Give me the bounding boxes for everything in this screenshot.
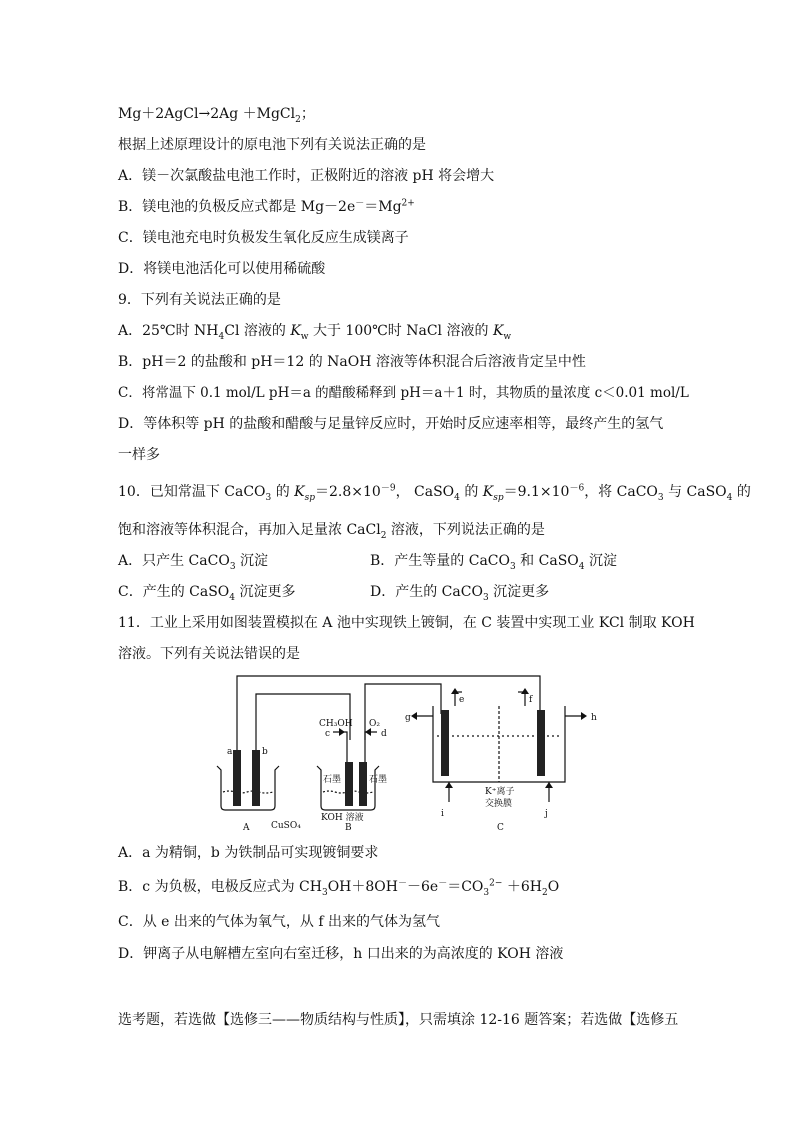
label-cuso4: CuSO₄ (271, 821, 301, 831)
electrolysis-apparatus-diagram (205, 670, 605, 835)
q9-option-a: A．25℃时 $NH_4Cl$ 溶液的 $K_w$ 大于 100℃时 NaCl 溶液的 $K_w$ (118, 323, 512, 342)
label-o2: O₂ (369, 719, 380, 729)
q10-option-b: B．产生等量的 CaCO$_3$ 和 CaSO$_4$ 沉淀 (370, 553, 617, 572)
q10-option-d: D．产生的 CaCO$_3$ 沉淀更多 (370, 584, 550, 603)
q8-question: 根据上述原理设计的原电池下列有关说法正确的是 (118, 137, 426, 153)
label-j: j (545, 809, 548, 819)
q8-option-d: D．将镁电池活化可以使用稀硫酸 (118, 261, 326, 277)
label-membrane-1: K⁺离子 (485, 787, 515, 797)
label-ch3oh: CH₃OH (319, 719, 353, 729)
label-membrane-2: 交换膜 (485, 799, 513, 809)
q9-stem: 9．下列有关说法正确的是 (118, 292, 281, 308)
label-b: b (262, 747, 268, 757)
q11-option-a: A．a 为精铜，b 为铁制品可实现镀铜要求 (118, 845, 379, 861)
q11-stem-line2: 溶液。下列有关说法错误的是 (118, 646, 300, 662)
electrode-b-right (359, 762, 367, 806)
q9-option-b: B．pH＝2 的盐酸和 pH＝12 的 NaOH 溶液等体积混合后溶液肯定呈中性 (118, 354, 586, 370)
label-i: i (441, 809, 444, 819)
label-beaker-a: A (243, 823, 250, 833)
q8-option-a: A．镁－次氯酸盐电池工作时，正极附近的溶液 pH 将会增大 (118, 168, 495, 184)
elective-instruction: 选考题，若选做【选修三——物质结构与性质】，只需填涂 12-16 题答案；若选做【选修五 (118, 1012, 679, 1028)
electrode-b (252, 750, 260, 806)
label-c: c (325, 729, 331, 739)
label-beaker-b: B (345, 823, 352, 833)
tube-c (333, 732, 347, 774)
q11-option-c: C．从 e 出来的气体为氧气，从 f 出来的气体为氢气 (118, 914, 440, 930)
q10-option-c: C．产生的 CaSO$_4$ 沉淀更多 (118, 584, 296, 603)
label-a: a (227, 747, 233, 757)
q10-stem-line2: 饱和溶液等体积混合，再加入足量浓 CaCl$_2$ 溶液，下列说法正确的是 (118, 522, 545, 541)
q11-option-d: D．钾离子从电解槽左室向右室迁移，h 口出来的为高浓度的 KOH 溶液 (118, 946, 564, 962)
label-g: g (405, 713, 411, 723)
q10-stem-line1: 10．已知常温下 CaCO$_3$ 的 $K_{sp}=2.8\times 10^{-9}$， CaSO$_4$ 的 $K_{sp}=9.1\times 10^{-6}$，将 CaCO$_3$ 与 CaSO$_4$ 的 (118, 483, 751, 503)
electrode-c-right (537, 710, 545, 776)
label-e: e (459, 695, 465, 705)
label-graphite-left: 石墨 (323, 775, 342, 785)
wire-a-to-c (237, 676, 540, 750)
label-f: f (529, 695, 533, 705)
electrode-c-left (441, 710, 449, 776)
label-koh: KOH 溶液 (321, 813, 364, 823)
q9-option-d-line2: 一样多 (118, 447, 160, 463)
label-h: h (591, 713, 597, 723)
q8-option-b: B．镁电池的负极反应式都是 $Mg-2e^-=Mg^{2+}$ (118, 198, 415, 215)
electrode-b-left (345, 762, 353, 806)
label-graphite-right: 石墨 (369, 775, 388, 785)
q9-option-d-line1: D．等体积等 pH 的盐酸和醋酸与足量锌反应时，开始时反应速率相等，最终产生的氢气 (118, 416, 664, 432)
q8-option-c: C．镁电池充电时负极发生氧化反应生成镁离子 (118, 230, 409, 246)
q11-stem-line1: 11．工业上采用如图装置模拟在 A 池中实现铁上镀铜，在 C 装置中实现工业 KCl 制取 KOH (118, 615, 695, 631)
q10-option-a: A．只产生 CaCO$_3$ 沉淀 (118, 553, 268, 572)
q9-option-c: C．将常温下 0.1 mol/L pH＝a 的醋酸稀释到 pH＝a＋1 时，其物质的量浓度 c＜0.01 mol/L (118, 385, 689, 401)
label-cell-c: C (497, 823, 504, 833)
beaker-a (217, 766, 279, 810)
electrode-a (233, 750, 241, 806)
q11-option-b: B．c 为负极，电极反应式为 $CH_3OH+8OH^--6e^-=CO_3^{2-} +6H_2O$ (118, 878, 560, 898)
label-d: d (381, 729, 387, 739)
reaction-equation: Mg＋2AgCl→2Ag ＋MgCl$_2$； (118, 106, 315, 125)
